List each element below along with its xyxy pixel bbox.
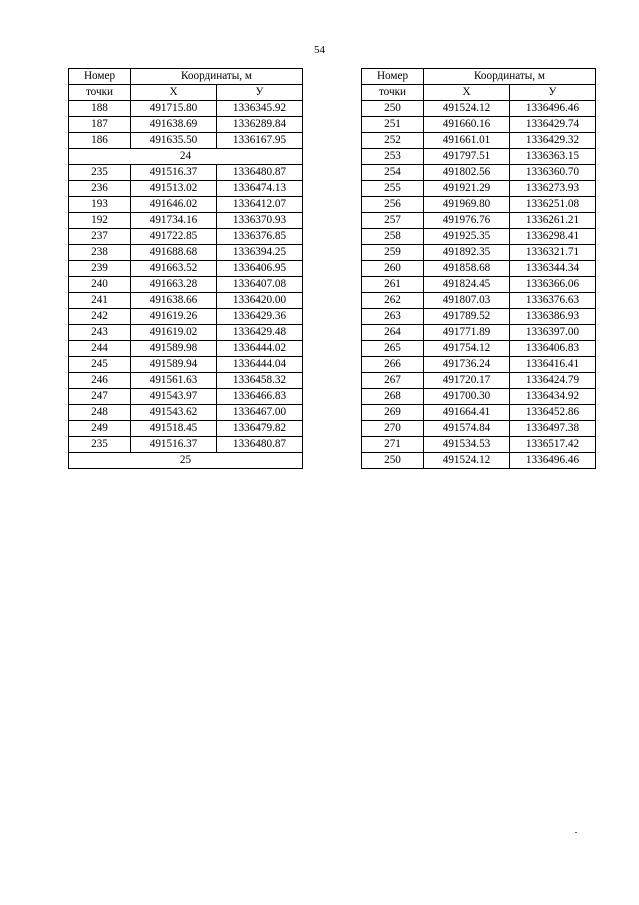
table-row [362,357,596,373]
table-row [69,421,303,437]
point-number-cell: 262 [362,293,424,309]
x-coordinate-cell: 491824.45 [424,277,510,293]
table-row [69,325,303,341]
point-number-cell: 187 [69,117,131,133]
y-coordinate-cell: 1336452.86 [510,405,596,421]
x-coordinate-cell: 491976.76 [424,213,510,229]
x-coordinate-cell: 491797.51 [424,149,510,165]
y-coordinate-cell: 1336376.63 [510,293,596,309]
x-coordinate-cell: 491789.52 [424,309,510,325]
x-coordinate-cell: 491664.41 [424,405,510,421]
x-coordinate-cell: 491518.45 [131,421,217,437]
point-number-cell: 259 [362,245,424,261]
table-row [69,405,303,421]
point-number-cell: 265 [362,341,424,357]
y-coordinate-cell: 1336444.04 [217,357,303,373]
x-coordinate-cell: 491516.37 [131,437,217,453]
point-number-cell: 252 [362,133,424,149]
coordinates-table-left [68,68,303,469]
point-number-cell: 235 [69,165,131,181]
x-coordinate-cell: 491638.69 [131,117,217,133]
table-row [362,181,596,197]
x-coordinate-cell: 491892.35 [424,245,510,261]
y-coordinate-cell: 1336397.00 [510,325,596,341]
table-row [362,229,596,245]
table-row [362,165,596,181]
table-row [362,309,596,325]
table-row [69,293,303,309]
x-coordinate-cell: 491688.68 [131,245,217,261]
table-row [362,245,596,261]
x-coordinate-cell: 491524.12 [424,453,510,469]
y-coordinate-cell: 1336261.21 [510,213,596,229]
point-number-header: Номер [69,69,131,85]
y-coordinate-cell: 1336167.95 [217,133,303,149]
x-coordinate-cell: 491771.89 [424,325,510,341]
point-number-cell: 251 [362,117,424,133]
table-row [69,373,303,389]
y-coordinate-cell: 1336321.71 [510,245,596,261]
x-coordinate-cell: 491619.02 [131,325,217,341]
point-number-cell: 253 [362,149,424,165]
table-row [69,261,303,277]
point-number-cell: 255 [362,181,424,197]
point-number-cell: 270 [362,421,424,437]
section-row [69,453,303,469]
table-row [362,261,596,277]
table-row [362,293,596,309]
x-coordinate-cell: 491646.02 [131,197,217,213]
y-coordinate-cell: 1336416.41 [510,357,596,373]
x-coordinate-cell: 491660.16 [424,117,510,133]
y-coordinate-cell: 1336366.06 [510,277,596,293]
table-body [69,101,303,469]
table-header [69,69,303,101]
table-body [362,101,596,469]
table-row [69,101,303,117]
table-row [362,453,596,469]
x-coordinate-cell: 491534.53 [424,437,510,453]
y-coordinate-cell: 1336273.93 [510,181,596,197]
coordinates-header: Координаты, м [131,69,303,85]
x-coordinate-cell: 491516.37 [131,165,217,181]
point-number-cell: 188 [69,101,131,117]
point-number-cell: 240 [69,277,131,293]
y-coordinate-cell: 1336424.79 [510,373,596,389]
x-coordinate-cell: 491720.17 [424,373,510,389]
table-row [362,421,596,437]
y-coordinate-cell: 1336251.08 [510,197,596,213]
y-coordinate-cell: 1336386.93 [510,309,596,325]
point-number-header-line2: точки [69,85,131,101]
point-number-cell: 258 [362,229,424,245]
table-row [69,309,303,325]
table-row [69,277,303,293]
x-coordinate-cell: 491921.29 [424,181,510,197]
y-coordinate-cell: 1336466.83 [217,389,303,405]
table-row [362,325,596,341]
point-number-cell: 192 [69,213,131,229]
point-number-cell: 250 [362,101,424,117]
x-coordinate-cell: 491589.98 [131,341,217,357]
point-number-cell: 235 [69,437,131,453]
table-row [69,181,303,197]
table-row [362,373,596,389]
point-number-cell: 236 [69,181,131,197]
y-coordinate-cell: 1336412.07 [217,197,303,213]
x-coordinate-cell: 491663.28 [131,277,217,293]
x-coordinate-cell: 491734.16 [131,213,217,229]
y-coordinate-cell: 1336298.41 [510,229,596,245]
table-row [69,389,303,405]
table-header [362,69,596,101]
point-number-cell: 246 [69,373,131,389]
x-column-header: X [131,85,217,101]
point-number-cell: 243 [69,325,131,341]
y-coordinate-cell: 1336496.46 [510,453,596,469]
coordinates-header: Координаты, м [424,69,596,85]
table-row [69,357,303,373]
y-coordinate-cell: 1336429.74 [510,117,596,133]
point-number-cell: 264 [362,325,424,341]
table-row [69,213,303,229]
y-coordinate-cell: 1336289.84 [217,117,303,133]
x-coordinate-cell: 491513.02 [131,181,217,197]
table-row [362,277,596,293]
table-row [362,389,596,405]
table-row [362,341,596,357]
x-coordinate-cell: 491661.01 [424,133,510,149]
x-coordinate-cell: 491700.30 [424,389,510,405]
y-coordinate-cell: 1336406.83 [510,341,596,357]
table-row [362,133,596,149]
point-number-cell: 257 [362,213,424,229]
point-number-cell: 186 [69,133,131,149]
point-number-cell: 242 [69,309,131,325]
point-number-cell: 269 [362,405,424,421]
table-row [362,405,596,421]
x-coordinate-cell: 491638.66 [131,293,217,309]
y-coordinate-cell: 1336474.13 [217,181,303,197]
table-row [69,229,303,245]
x-coordinate-cell: 491736.24 [424,357,510,373]
point-number-cell: 248 [69,405,131,421]
y-coordinate-cell: 1336517.42 [510,437,596,453]
table-row [69,133,303,149]
table-row [69,245,303,261]
table-row [69,197,303,213]
x-coordinate-cell: 491543.97 [131,389,217,405]
x-coordinate-cell: 491574.84 [424,421,510,437]
x-coordinate-cell: 491635.50 [131,133,217,149]
table-row [69,341,303,357]
section-number: 24 [69,149,303,165]
x-coordinate-cell: 491663.52 [131,261,217,277]
coordinates-table-right [361,68,596,469]
scan-speck [575,832,577,833]
point-number-cell: 238 [69,245,131,261]
y-coordinate-cell: 1336480.87 [217,437,303,453]
y-coordinate-cell: 1336344.34 [510,261,596,277]
y-coordinate-cell: 1336429.36 [217,309,303,325]
y-coordinate-cell: 1336376.85 [217,229,303,245]
point-number-cell: 260 [362,261,424,277]
x-coordinate-cell: 491858.68 [424,261,510,277]
x-coordinate-cell: 491969.80 [424,197,510,213]
x-coordinate-cell: 491802.56 [424,165,510,181]
y-coordinate-cell: 1336363.15 [510,149,596,165]
x-coordinate-cell: 491561.63 [131,373,217,389]
table-row [69,437,303,453]
x-coordinate-cell: 491722.85 [131,229,217,245]
x-coordinate-cell: 491543.62 [131,405,217,421]
point-number-cell: 249 [69,421,131,437]
y-coordinate-cell: 1336394.25 [217,245,303,261]
y-coordinate-cell: 1336480.87 [217,165,303,181]
y-coordinate-cell: 1336429.32 [510,133,596,149]
x-coordinate-cell: 491619.26 [131,309,217,325]
point-number-cell: 267 [362,373,424,389]
y-coordinate-cell: 1336429.48 [217,325,303,341]
point-number-cell: 239 [69,261,131,277]
point-number-cell: 244 [69,341,131,357]
y-coordinate-cell: 1336497.38 [510,421,596,437]
table-row [69,117,303,133]
x-coordinate-cell: 491807.03 [424,293,510,309]
point-number-cell: 261 [362,277,424,293]
x-coordinate-cell: 491754.12 [424,341,510,357]
table-row [362,437,596,453]
x-coordinate-cell: 491925.35 [424,229,510,245]
point-number-cell: 271 [362,437,424,453]
point-number-cell: 245 [69,357,131,373]
y-column-header: У [217,85,303,101]
point-number-cell: 254 [362,165,424,181]
section-row [69,149,303,165]
point-number-cell: 263 [362,309,424,325]
point-number-header: Номер [362,69,424,85]
point-number-cell: 250 [362,453,424,469]
y-coordinate-cell: 1336467.00 [217,405,303,421]
table-row [362,213,596,229]
y-coordinate-cell: 1336360.70 [510,165,596,181]
point-number-cell: 237 [69,229,131,245]
y-coordinate-cell: 1336406.95 [217,261,303,277]
point-number-cell: 268 [362,389,424,405]
y-coordinate-cell: 1336458.32 [217,373,303,389]
y-coordinate-cell: 1336434.92 [510,389,596,405]
point-number-cell: 193 [69,197,131,213]
y-coordinate-cell: 1336479.82 [217,421,303,437]
y-coordinate-cell: 1336407.08 [217,277,303,293]
y-coordinate-cell: 1336370.93 [217,213,303,229]
table-row [362,117,596,133]
x-column-header: X [424,85,510,101]
x-coordinate-cell: 491589.94 [131,357,217,373]
table-row [362,101,596,117]
y-coordinate-cell: 1336496.46 [510,101,596,117]
point-number-header-line2: точки [362,85,424,101]
section-number: 25 [69,453,303,469]
y-coordinate-cell: 1336444.02 [217,341,303,357]
y-coordinate-cell: 1336345.92 [217,101,303,117]
table-row [69,165,303,181]
x-coordinate-cell: 491524.12 [424,101,510,117]
page-number: 54 [314,44,325,56]
table-row [362,197,596,213]
y-column-header: У [510,85,596,101]
point-number-cell: 241 [69,293,131,309]
x-coordinate-cell: 491715.80 [131,101,217,117]
table-row [362,149,596,165]
point-number-cell: 256 [362,197,424,213]
point-number-cell: 247 [69,389,131,405]
point-number-cell: 266 [362,357,424,373]
y-coordinate-cell: 1336420.00 [217,293,303,309]
